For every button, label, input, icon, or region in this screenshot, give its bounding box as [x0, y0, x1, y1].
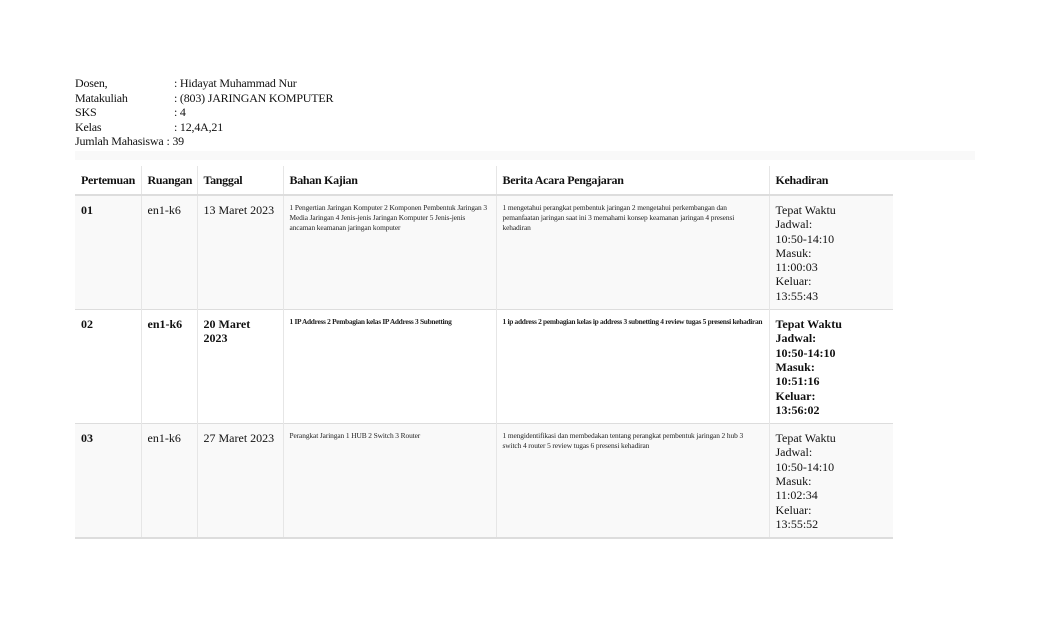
kehadiran-masuk-label: Masuk: [775, 245, 812, 260]
header-berita-acara: Berita Acara Pengajaran [496, 166, 769, 195]
cell-ruangan: en1-k6 [141, 195, 197, 310]
cell-tanggal: 13 Maret 2023 [197, 195, 283, 310]
header-ruangan: Ruangan [141, 166, 197, 195]
kehadiran-masuk: 11:00:03 [775, 260, 818, 275]
info-label-dosen: Dosen, [75, 76, 108, 90]
cell-kehadiran [769, 310, 893, 424]
info-label-kelas: Kelas [75, 119, 102, 134]
kehadiran-jadwal: 10:50-14:10 [775, 231, 835, 246]
kehadiran-masuk: 10:51:16 [775, 374, 820, 389]
cell-ruangan: en1-k6 [141, 424, 197, 539]
kehadiran-keluar: 13:55:52 [775, 516, 819, 531]
kehadiran-jadwal: 10:50-14:10 [775, 345, 836, 360]
kehadiran-keluar-label: Keluar: [775, 388, 816, 403]
table-header-row [75, 166, 893, 195]
header-pertemuan: Pertemuan [75, 166, 141, 195]
table-row [75, 424, 893, 539]
info-row-sks [75, 105, 333, 120]
kehadiran-jadwal: 10:50-14:10 [775, 459, 835, 474]
cell-berita-acara: 1 mengidentifikasi dan membedakan tentang perangkat pembentuk jaringan 2 hub 3 switch 4 router 5 review tugas 6 presensi kehadiran [496, 424, 769, 539]
cell-kehadiran [769, 195, 893, 310]
info-label-jumlah-mahasiswa: Jumlah Mahasiswa [75, 134, 164, 148]
info-label-sks: SKS [75, 105, 97, 119]
info-value-jumlah-mahasiswa: : 39 [166, 134, 184, 148]
header-tanggal: Tanggal [197, 166, 283, 195]
kehadiran-jadwal-label: Jadwal: [775, 217, 813, 232]
kehadiran-keluar-label: Keluar: [775, 274, 812, 289]
kehadiran-masuk-label: Masuk: [775, 474, 812, 489]
header-bahan-kajian: Bahan Kajian [283, 166, 496, 195]
cell-ruangan: en1-k6 [141, 310, 197, 424]
info-value-sks: : 4 [174, 105, 186, 119]
separator-band [75, 151, 975, 160]
cell-bahan-kajian: Perangkat Jaringan 1 HUB 2 Switch 3 Router [283, 424, 496, 539]
kehadiran-status: Tepat Waktu [775, 203, 836, 217]
info-row-jumlah-mahasiswa [75, 134, 333, 149]
cell-berita-acara: 1 ip address 2 pembagian kelas ip address 3 subnetting 4 review tugas 5 presensi kehadiran [496, 310, 769, 424]
kehadiran-jadwal-label: Jadwal: [775, 331, 817, 346]
kehadiran-status: Tepat Waktu [775, 317, 842, 332]
kehadiran-jadwal-label: Jadwal: [775, 445, 813, 460]
cell-kehadiran [769, 424, 893, 539]
info-value-dosen: : Hidayat Muhammad Nur [174, 76, 297, 90]
cell-tanggal: 20 Maret 2023 [197, 310, 283, 424]
cell-bahan-kajian: 1 Pengertian Jaringan Komputer 2 Komponen Pembentuk Jaringan 3 Media Jaringan 4 Jenis-jenis Jaringan Komputer 5 Jenis-jenis ancaman keamanan jaringan komputer [283, 195, 496, 310]
cell-berita-acara: 1 mengetahui perangkat pembentuk jaringan 2 mengetahui perkembangan dan pemanfaatan jaringan saat ini 3 memahami konsep keamanan jaringan 4 presensi kehadiran [496, 195, 769, 310]
info-value-matakuliah: : (803) JARINGAN KOMPUTER [174, 90, 334, 105]
kehadiran-keluar: 13:55:43 [775, 288, 819, 303]
kehadiran-keluar-label: Keluar: [775, 502, 812, 517]
kehadiran-masuk: 11:02:34 [775, 488, 818, 503]
cell-tanggal: 27 Maret 2023 [197, 424, 283, 539]
table-row [75, 310, 893, 424]
header-kehadiran: Kehadiran [769, 166, 893, 195]
kehadiran-masuk-label: Masuk: [775, 359, 815, 374]
course-info [75, 76, 333, 149]
table-row [75, 195, 893, 310]
cell-pertemuan: 01 [75, 195, 141, 310]
info-row-kelas [75, 120, 333, 135]
kehadiran-keluar: 13:56:02 [775, 402, 820, 417]
cell-pertemuan: 02 [75, 310, 141, 424]
info-label-matakuliah: Matakuliah [75, 90, 128, 105]
cell-bahan-kajian: 1 IP Address 2 Pembagian kelas IP Address 3 Subnetting [283, 310, 496, 424]
info-row-matakuliah [75, 91, 333, 106]
info-row-dosen [75, 76, 333, 91]
cell-pertemuan: 03 [75, 424, 141, 539]
info-value-kelas: : 12,4A,21 [174, 119, 224, 134]
attendance-table [75, 166, 893, 539]
kehadiran-status: Tepat Waktu [775, 431, 836, 446]
